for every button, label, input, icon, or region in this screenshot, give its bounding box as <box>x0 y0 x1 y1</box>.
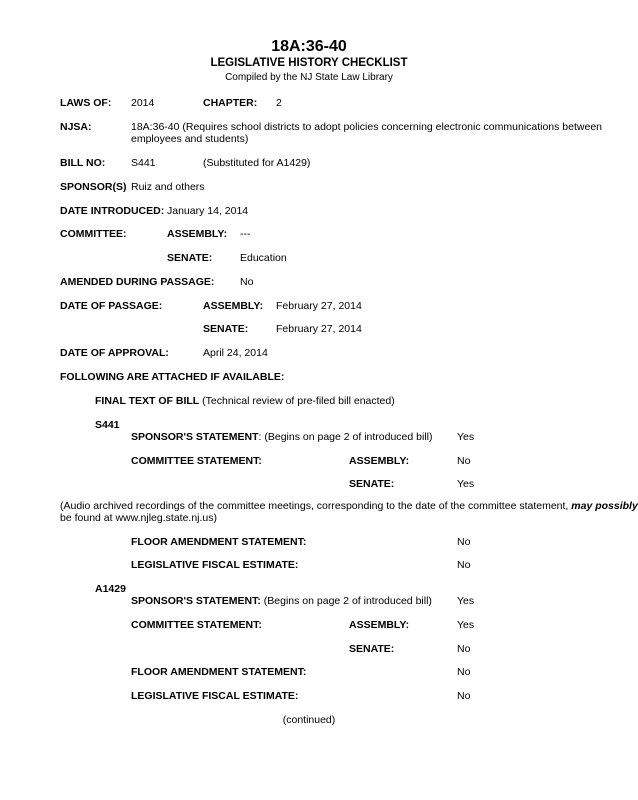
a1429-floor-value: No <box>457 666 471 678</box>
s441-floor-label: FLOOR AMENDMENT STATEMENT: <box>131 536 307 548</box>
s441-senate-value: Yes <box>457 478 475 490</box>
audio-note-emphasis: may possibly <box>571 500 638 512</box>
committee-assembly-value: --- <box>240 228 251 240</box>
final-text-label: FINAL TEXT OF BILL <box>95 395 200 407</box>
chapter-value: 2 <box>276 97 282 109</box>
a1429-committee-label: COMMITTEE STATEMENT: <box>131 619 262 631</box>
final-text-row <box>95 395 395 408</box>
s441-assembly-value: No <box>457 455 471 467</box>
passage-assembly-value: February 27, 2014 <box>276 300 362 312</box>
a1429-floor-label: FLOOR AMENDMENT STATEMENT: <box>131 666 307 678</box>
bill-no-note: (Substituted for A1429) <box>203 157 311 169</box>
s441-fiscal-value: No <box>457 559 471 571</box>
a1429-sponsor-row <box>131 595 432 608</box>
a1429-senate-label: SENATE: <box>349 643 395 655</box>
s441-sponsor-value: Yes <box>457 431 475 443</box>
document-title: LEGISLATIVE HISTORY CHECKLIST <box>210 57 408 69</box>
a1429-assembly-value: Yes <box>457 619 475 631</box>
bill-no-value: S441 <box>131 157 156 169</box>
laws-of-label: LAWS OF: <box>60 97 112 109</box>
compiled-by: Compiled by the NJ State Law Library <box>225 72 393 83</box>
a1429-assembly-label: ASSEMBLY: <box>349 619 410 631</box>
approval-value: April 24, 2014 <box>203 347 268 359</box>
s441-sponsor-label: SPONSOR'S STATEMENT <box>131 431 259 443</box>
committee-senate-value: Education <box>240 252 287 264</box>
s441-senate-label: SENATE: <box>349 478 395 490</box>
passage-senate-label: SENATE: <box>203 323 249 335</box>
passage-assembly-label: ASSEMBLY: <box>203 300 264 312</box>
document-code: 18A:36-40 <box>271 38 347 55</box>
passage-senate-value: February 27, 2014 <box>276 323 362 335</box>
a1429-fiscal-value: No <box>457 690 471 702</box>
a1429-senate-value: No <box>457 643 471 655</box>
s441-floor-value: No <box>457 536 471 548</box>
amended-label: AMENDED DURING PASSAGE: <box>60 276 215 288</box>
committee-label: COMMITTEE: <box>60 228 127 240</box>
date-introduced-label: DATE INTRODUCED: <box>60 205 165 217</box>
a1429-sponsor-value: Yes <box>457 595 475 607</box>
committee-senate-label: SENATE: <box>167 252 213 264</box>
njsa-line-2: employees and students) <box>131 133 249 145</box>
chapter-label: CHAPTER: <box>203 97 258 109</box>
audio-note-line-2: be found at www.njleg.state.nj.us) <box>60 512 218 524</box>
s441-fiscal-label: LEGISLATIVE FISCAL ESTIMATE: <box>131 559 299 571</box>
audio-note-text: (Audio archived recordings of the committee meetings, corresponding to the date of the committee statement, <box>60 500 572 512</box>
sponsors-value: Ruiz and others <box>131 181 205 193</box>
s441-label: S441 <box>95 419 120 431</box>
passage-label: DATE OF PASSAGE: <box>60 300 163 312</box>
njsa-line-1: 18A:36-40 (Requires school districts to adopt policies concerning electronic communications between <box>131 121 602 133</box>
attached-heading: FOLLOWING ARE ATTACHED IF AVAILABLE: <box>60 371 285 383</box>
sponsors-label: SPONSOR(S) <box>60 181 127 193</box>
approval-label: DATE OF APPROVAL: <box>60 347 169 359</box>
a1429-label: A1429 <box>95 583 126 595</box>
amended-value: No <box>240 276 254 288</box>
s441-committee-label: COMMITTEE STATEMENT: <box>131 455 262 467</box>
date-introduced-value: January 14, 2014 <box>167 205 249 217</box>
a1429-fiscal-label: LEGISLATIVE FISCAL ESTIMATE: <box>131 690 299 702</box>
njsa-label: NJSA: <box>60 121 92 133</box>
bill-no-label: BILL NO: <box>60 157 106 169</box>
a1429-sponsor-label: SPONSOR'S STATEMENT: <box>131 595 261 607</box>
continued-note: (continued) <box>282 714 336 726</box>
a1429-sponsor-note: (Begins on page 2 of introduced bill) <box>260 595 432 607</box>
committee-assembly-label: ASSEMBLY: <box>167 228 228 240</box>
s441-sponsor-note: : (Begins on page 2 of introduced bill) <box>258 431 433 443</box>
s441-sponsor-row <box>131 431 433 444</box>
laws-of-value: 2014 <box>131 97 155 109</box>
s441-assembly-label: ASSEMBLY: <box>349 455 410 467</box>
final-text-note: (Technical review of pre-filed bill enacted) <box>202 395 395 407</box>
